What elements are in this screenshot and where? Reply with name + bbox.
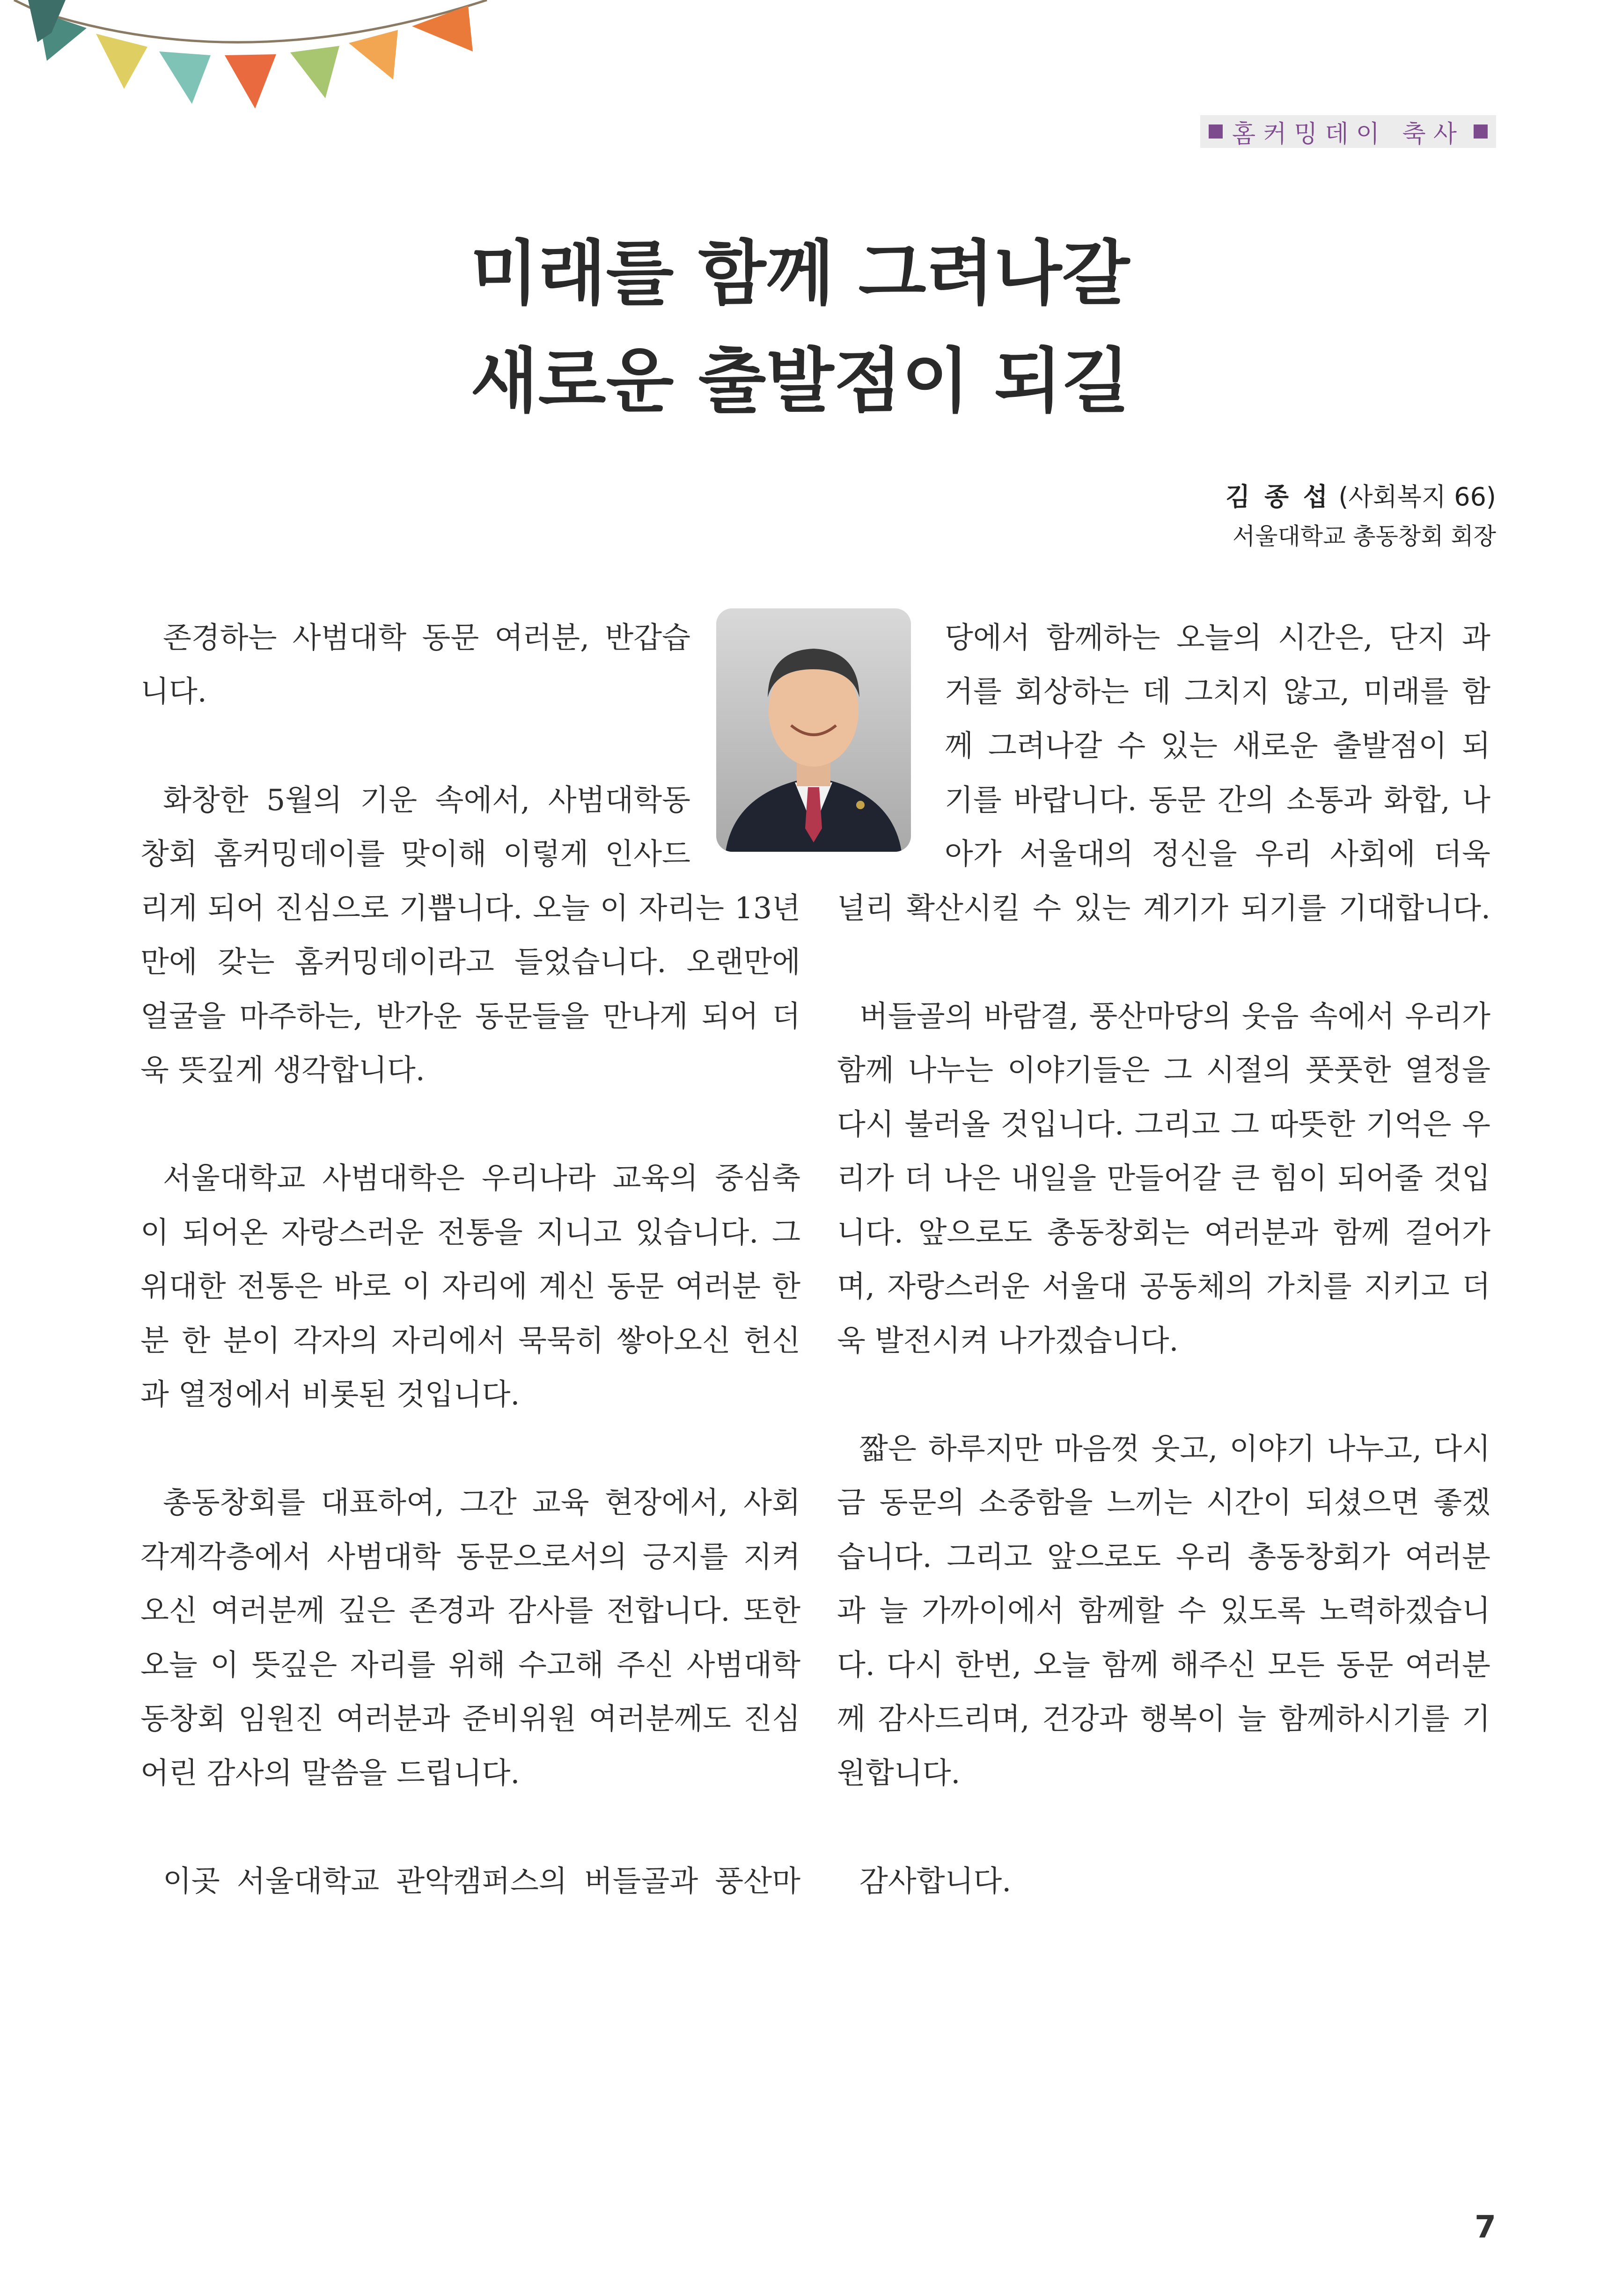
paragraph-line: 원합니다.: [837, 1756, 961, 1790]
paragraph-line: 만에 갖는 홈커밍데이라고 들었습니다. 오랜만에: [140, 945, 800, 979]
paragraph-line: 께 그려나갈 수 있는 새로운 출발점이 되: [945, 729, 1490, 763]
paragraph-line: 감사합니다.: [859, 1864, 1012, 1898]
paragraph-line: 위대한 전통은 바로 이 자리에 계신 동문 여러분 한: [140, 1269, 800, 1303]
paragraph-line: 과 늘 가까이에서 함께할 수 있도록 노력하겠습니: [837, 1594, 1490, 1628]
square-bullet-icon: [1474, 124, 1488, 139]
paragraph-line: 욱 뜻깊게 생각합니다.: [140, 1053, 425, 1087]
paragraph-line: 과 열정에서 비롯된 것입니다.: [140, 1377, 520, 1411]
paragraph-line: 이곳 서울대학교 관악캠퍼스의 버들골과 풍산마: [163, 1864, 800, 1898]
paragraph-line: 께 감사드리며, 건강과 행복이 늘 함께하시기를 기: [837, 1702, 1490, 1736]
paragraph-line: 욱 발전시켜 나가겠습니다.: [837, 1323, 1179, 1358]
title-line-2: 새로운 출발점이 되길: [470, 341, 1130, 422]
author-name: 김 종 섭: [1226, 482, 1331, 512]
paragraph-line: 창회 홈커밍데이를 맞이해 이렇게 인사드: [140, 837, 690, 871]
paragraph-line: 각계각층에서 사범대학 동문으로서의 긍지를 지켜: [140, 1540, 800, 1574]
paragraph-line: 다시 불러올 것입니다. 그리고 그 따뜻한 기억은 우: [837, 1107, 1490, 1141]
author-block: [1226, 477, 1496, 556]
paragraph-line: 리게 되어 진심으로 기쁩니다. 오늘 이 자리는 13년: [140, 891, 800, 925]
paragraph-line: 오신 여러분께 깊은 존경과 감사를 전합니다. 또한: [140, 1594, 800, 1628]
paragraph-line: 당에서 함께하는 오늘의 시간은, 단지 과: [945, 621, 1490, 655]
paragraph-line: 이 되어온 자랑스러운 전통을 지니고 있습니다. 그: [140, 1215, 800, 1250]
paragraph-line: 분 한 분이 각자의 자리에서 묵묵히 쌓아오신 헌신: [140, 1323, 800, 1358]
paragraph-line: 리가 더 나은 내일을 만들어갈 큰 힘이 되어줄 것입: [837, 1161, 1490, 1195]
square-bullet-icon: [1209, 124, 1223, 139]
paragraph-line: 얼굴을 마주하는, 반가운 동문들을 만나게 되어 더: [140, 999, 800, 1033]
paragraph-line: 널리 확산시킬 수 있는 계기가 되기를 기대합니다.: [837, 891, 1490, 925]
paragraph-line: 습니다. 그리고 앞으로도 우리 총동창회가 여러분: [837, 1540, 1490, 1574]
section-tag-label: 홈커밍데이 축사: [1232, 120, 1464, 148]
bunting-decoration: [0, 0, 492, 136]
paragraph-line: 거를 회상하는 데 그치지 않고, 미래를 함: [945, 674, 1490, 709]
paragraph-line: 니다. 앞으로도 총동창회는 여러분과 함께 걸어가: [837, 1215, 1490, 1250]
paragraph-line: 오늘 이 뜻깊은 자리를 위해 수고해 주신 사범대학: [140, 1648, 800, 1682]
author-affiliation: 서울대학교 총동창회 회장: [1232, 523, 1496, 550]
page-title: [0, 220, 1600, 435]
paragraph-line: 니다.: [140, 674, 207, 709]
paragraph-line: 며, 자랑스러운 서울대 공동체의 가치를 지키고 더: [837, 1269, 1490, 1303]
paragraph-line: 아가 서울대의 정신을 우리 사회에 더욱: [945, 837, 1490, 871]
author-major: (사회복지 66): [1338, 482, 1496, 512]
paragraph-line: 짧은 하루지만 마음껏 웃고, 이야기 나누고, 다시: [859, 1432, 1490, 1466]
paragraph-line: 함께 나누는 이야기들은 그 시절의 풋풋한 열정을: [837, 1053, 1490, 1087]
paragraph-line: 화창한 5월의 기운 속에서, 사범대학동: [163, 783, 690, 817]
paragraph-line: 동창회 임원진 여러분과 준비위원 여러분께도 진심: [140, 1702, 800, 1736]
paragraph-line: 기를 바랍니다. 동문 간의 소통과 화합, 나: [945, 783, 1490, 817]
section-tag: [1200, 115, 1496, 148]
page-number: 7: [1475, 2209, 1496, 2245]
paragraph-line: 총동창회를 대표하여, 그간 교육 현장에서, 사회: [163, 1485, 800, 1520]
paragraph-line: 금 동문의 소중함을 느끼는 시간이 되셨으면 좋겠: [837, 1485, 1490, 1520]
paragraph-line: 서울대학교 사범대학은 우리나라 교육의 중심축: [163, 1161, 800, 1195]
title-line-1: 미래를 함께 그려나갈: [470, 233, 1130, 314]
paragraph-line: 버들골의 바람결, 풍산마당의 웃음 속에서 우리가: [859, 999, 1490, 1033]
author-portrait: [716, 608, 911, 852]
paragraph-line: 어린 감사의 말씀을 드립니다.: [140, 1756, 520, 1790]
paragraph-line: 존경하는 사범대학 동문 여러분, 반갑습: [163, 621, 690, 655]
paragraph-line: 다. 다시 한번, 오늘 함께 해주신 모든 동문 여러분: [837, 1648, 1490, 1682]
